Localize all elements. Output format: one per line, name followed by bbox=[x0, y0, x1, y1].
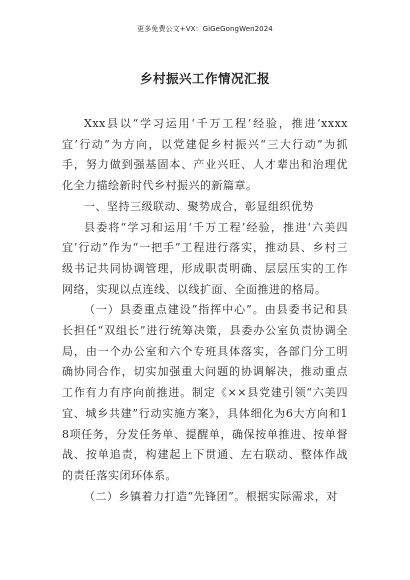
document-title: 乡村振兴工作情况汇报 bbox=[139, 71, 270, 86]
document-body bbox=[62, 114, 348, 507]
intro-paragraph: Xxx县以“学习运用‘千万工程’经验，推进‘xxxx宜’行动”为方向，以党建促乡村振兴“三大行动”为抓手，努力做到强基固本、产业兴旺、人才辈出和治理优化全力描绘新时代乡村振兴的新篇章。 bbox=[62, 117, 348, 193]
subsection-2-paragraph: （二）乡镇着力打造“先锋团”。根据实际需求，对 bbox=[84, 489, 338, 503]
section-heading-1: 一、坚持三级联动、聚势成合，彰显组织优势 bbox=[84, 199, 314, 213]
subsection-1-paragraph: （一）县委重点建设“指挥中心”。由县委书记和县长担任“双组长”进行统筹决策，县委办公室负责协调全局，由一个办公室和六个专班具体落实，各部门分工明确协同合作，切实加强重大问题的协调解决，推动重点工作有力有序向前推进。制定《××县党建引领“六美四宜、城乡共建”行动实施方案》，具体细化为6大方向和18项任务，分发任务单、提醒单，确保按单推进、按单督战、按单追责，构建起上下贯通、左右联动、整体作战的责任落实闭环体系。 bbox=[62, 303, 348, 482]
header-note: 更多免费公文+VX：GiGeGongWen2024 bbox=[137, 25, 273, 33]
section-1-paragraph: 县委将“学习和运用‘千万工程’经验，推进‘六美四宜’行动”作为“一把手”工程进行落实，推动县、乡村三级书记共同协调管理，形成职责明确、层层压实的工作网络，实现以点连线、以线扩面、全面推进的格局。 bbox=[62, 220, 348, 296]
